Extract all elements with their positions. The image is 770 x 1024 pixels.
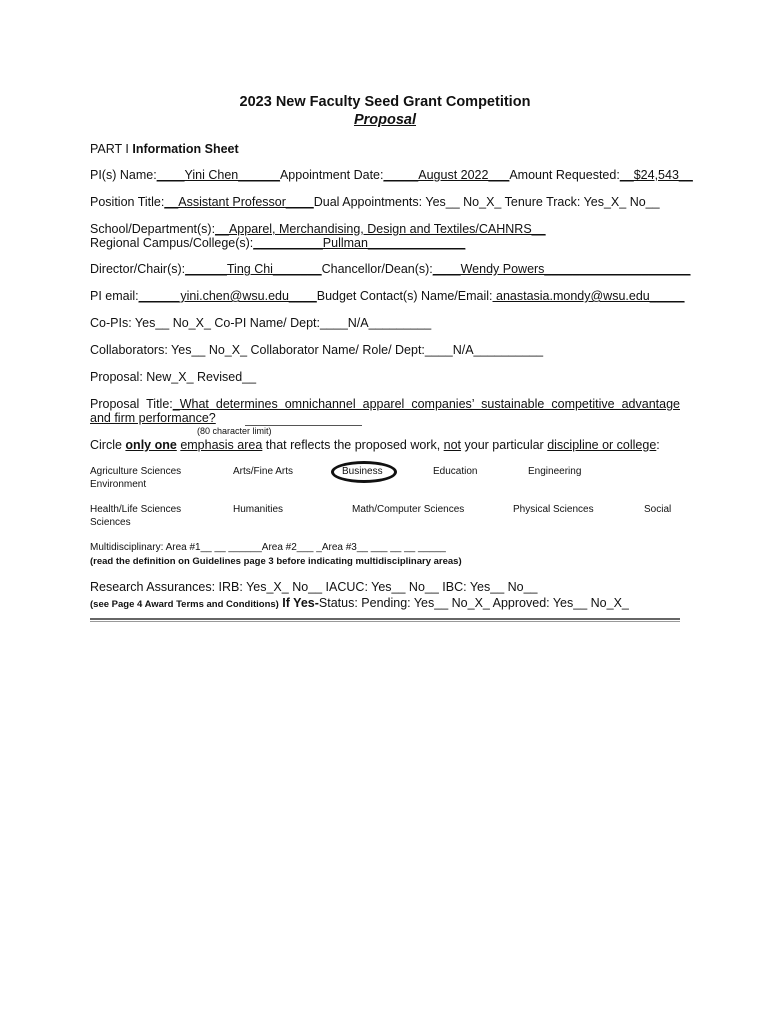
- position-title-label: Position Title:: [90, 195, 165, 209]
- section-divider-2: [90, 621, 680, 622]
- form-title: 2023 New Faculty Seed Grant Competition: [239, 94, 531, 110]
- collaborators-line: Collaborators: Yes__ No_X_ Collaborator Name/ Role/ Dept:____N/A__________: [90, 343, 544, 357]
- proposal-title-value-cont: and firm performance?: [90, 411, 216, 425]
- budget-contact-value: anastasia.mondy@wsu.edu_____: [492, 289, 685, 303]
- dean-label: Chancellor/Dean(s):: [321, 262, 433, 276]
- school-label: School/Department(s):: [90, 222, 216, 236]
- business-circle-mark: [331, 461, 397, 483]
- campus-label: Regional Campus/College(s):: [90, 236, 254, 250]
- campus-line: [90, 236, 465, 250]
- status-value: Status: Pending: Yes__ No_X_ Approved: Yes__ No_X_: [318, 596, 629, 610]
- area-arts: Arts/Fine Arts: [233, 466, 294, 477]
- proposal-title-label: Proposal Title:: [90, 397, 173, 411]
- area-math: Math/Computer Sciences: [352, 504, 465, 515]
- position-title-value: __Assistant Professor____: [164, 195, 314, 209]
- research-assurances-line: Research Assurances: IRB: Yes_X_ No__ IACUC: Yes__ No__ IBC: Yes__ No__: [90, 580, 538, 594]
- area-sciences: Sciences: [90, 517, 131, 528]
- school-line: [90, 222, 546, 236]
- character-limit-note: (80 character limit): [197, 426, 272, 436]
- proposal-title-line: [90, 397, 680, 411]
- area-social: Social: [644, 504, 672, 515]
- pi-email-label: PI email:: [90, 289, 139, 303]
- pi-name-value: ____Yini Chen______: [156, 168, 280, 182]
- part-heading: [90, 142, 239, 156]
- copis-line: Co-PIs: Yes__ No_X_ Co-PI Name/ Dept:____N/A_________: [90, 316, 432, 330]
- award-terms-note: (see Page 4 Award Terms and Conditions): [90, 599, 279, 610]
- multidisciplinary-line: Multidisciplinary: Area #1__ __ ______Area #2___ _Area #3__ ___ __ __ _____: [90, 542, 446, 553]
- area-humanities: Humanities: [233, 504, 284, 515]
- area-agriculture: Agriculture Sciences: [90, 466, 182, 477]
- pi-email-value: ______yini.chen@wsu.edu____: [138, 289, 317, 303]
- campus-value: __________Pullman______________: [253, 236, 466, 250]
- assurances-status-line: [90, 596, 629, 610]
- school-value: __Apparel, Merchandising, Design and Textiles/CAHNRS__: [215, 222, 546, 236]
- amount-requested-value: __$24,543__: [619, 168, 693, 182]
- email-line: [90, 289, 685, 303]
- director-value: ______Ting Chi_______: [185, 262, 322, 276]
- multidisciplinary-note: (read the definition on Guidelines page 3 before indicating multidisciplinary areas): [90, 556, 462, 567]
- amount-requested-label: Amount Requested:: [509, 168, 620, 182]
- director-label: Director/Chair(s):: [90, 262, 186, 276]
- appointment-date-label: Appointment Date:: [279, 168, 384, 182]
- director-line: [90, 262, 690, 276]
- dean-value: ____Wendy Powers_____________________: [432, 262, 691, 276]
- area-health: Health/Life Sciences: [90, 504, 182, 515]
- appointments-tenure: Dual Appointments: Yes__ No_X_ Tenure Track: Yes_X_ No__: [313, 195, 660, 209]
- budget-contact-label: Budget Contact(s) Name/Email:: [316, 289, 493, 303]
- area-environment: Environment: [90, 479, 147, 490]
- area-physical: Physical Sciences: [513, 504, 594, 515]
- proposal-title-value: _What determines omnichannel apparel companies’ sustainable competitive advantage: [172, 397, 680, 411]
- area-engineering: Engineering: [528, 466, 582, 477]
- part-label: Information Sheet: [132, 142, 239, 156]
- pi-line: [90, 168, 693, 182]
- if-yes-label: If Yes-: [278, 596, 319, 610]
- section-divider: [90, 618, 680, 620]
- form-subtitle: Proposal: [353, 112, 417, 128]
- position-line: [90, 195, 660, 209]
- proposal-type-line: Proposal: New_X_ Revised__: [90, 370, 257, 384]
- area-business: Business: [342, 466, 383, 477]
- part-prefix: PART I: [90, 142, 133, 156]
- pi-name-label: PI(s) Name:: [90, 168, 157, 182]
- area-education: Education: [433, 466, 478, 477]
- circle-instruction: Circle only one emphasis area that reflects the proposed work, not your particular discipline or college:: [90, 438, 660, 452]
- appointment-date-value: _____August 2022___: [383, 168, 510, 182]
